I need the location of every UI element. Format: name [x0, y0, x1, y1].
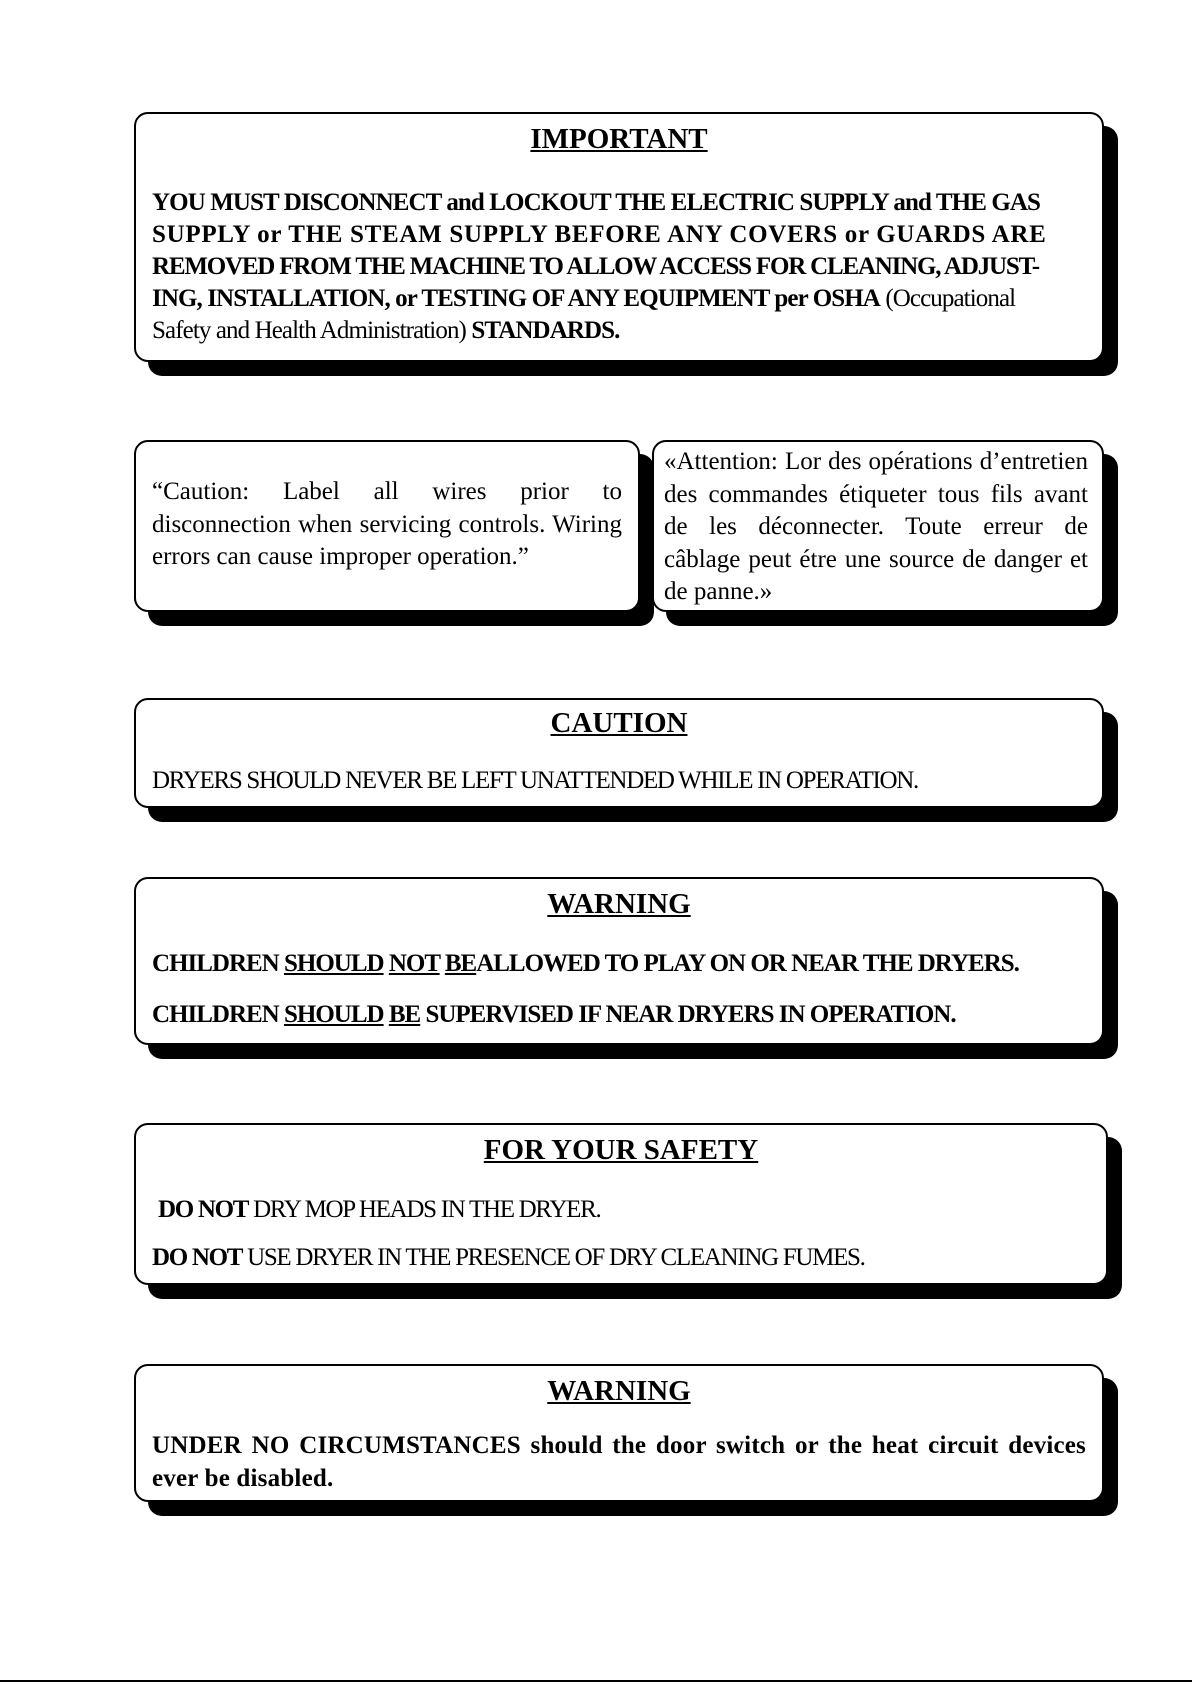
safety-line-2	[152, 1243, 1090, 1273]
caution-title: CAUTION	[550, 707, 688, 739]
should-emphasis-2: SHOULD	[284, 1001, 384, 1028]
caution-english-box	[134, 440, 640, 612]
safety-title: FOR YOUR SAFETY	[483, 1134, 759, 1166]
warning-door-title: WARNING	[547, 1375, 691, 1407]
important-line-4	[152, 284, 1086, 314]
warning-children-line-1	[152, 949, 1086, 979]
warning-children-line-1-rest: ALLOWED TO PLAY ON OR NEAR THE DRYERS.	[476, 950, 1019, 977]
for-your-safety-box	[134, 1123, 1108, 1285]
warning-children-line-2	[152, 1000, 1086, 1030]
important-line-5-normal: Safety and Health Administration)	[152, 317, 472, 344]
children-label-1: CHILDREN	[152, 950, 284, 977]
warning-children-box	[134, 877, 1104, 1045]
important-notice-box	[134, 112, 1104, 362]
do-not-label-2: DO NOT	[152, 1244, 243, 1271]
page-bottom-rule	[0, 1680, 1192, 1682]
warning-children-line-2-rest: SUPERVISED IF NEAR DRYERS IN OPERATION.	[420, 1001, 956, 1028]
warning-door-rest: should the door switch or the heat circuit devices ever be disabled.	[152, 1432, 1086, 1492]
safety-line-1	[158, 1195, 1090, 1225]
be-emphasis-2: BE	[388, 1001, 421, 1028]
important-line-4-bold: ING, INSTALLATION, or TESTING OF ANY EQUIPMENT per OSHA	[152, 285, 880, 312]
children-label-2: CHILDREN	[152, 1001, 284, 1028]
important-line-3: REMOVED FROM THE MACHINE TO ALLOW ACCESS FOR CLEANING, ADJUST-	[152, 253, 1039, 280]
important-line-1: YOU MUST DISCONNECT and LOCKOUT THE ELECTRIC SUPPLY and THE GAS	[152, 189, 1041, 216]
safety-line-1-rest: DRY MOP HEADS IN THE DRYER.	[248, 1196, 601, 1223]
caution-english-text: “Caution: Label all wires prior to disconnection when servicing controls. Wiring errors can cause improper operation.”	[152, 478, 622, 570]
caution-box	[134, 698, 1104, 808]
do-not-label-1: DO NOT	[158, 1196, 249, 1223]
be-emphasis-1: BE	[444, 950, 477, 977]
warning-door-text	[152, 1430, 1086, 1495]
important-line-5	[152, 316, 1086, 346]
warning-children-title: WARNING	[547, 888, 691, 920]
caution-text: DRYERS SHOULD NEVER BE LEFT UNATTENDED WHILE IN OPERATION.	[152, 767, 919, 794]
important-line-4-normal: (Occupational	[879, 285, 1016, 312]
important-title: IMPORTANT	[530, 123, 708, 155]
not-emphasis: NOT	[388, 950, 440, 977]
should-emphasis-1: SHOULD	[284, 950, 384, 977]
under-no-circumstances: UNDER NO CIRCUMSTANCES	[152, 1432, 521, 1459]
important-line-2: SUPPLY or THE STEAM SUPPLY BEFORE ANY COVERS or GUARDS ARE	[152, 221, 1047, 248]
caution-french-box	[652, 440, 1104, 612]
warning-door-box	[134, 1364, 1104, 1502]
safety-line-2-rest: USE DRYER IN THE PRESENCE OF DRY CLEANING FUMES.	[242, 1244, 865, 1271]
caution-french-text: «Attention: Lor des opérations d’entretien des commandes étiqueter tous fils avant de les déconnecter. Toute erreur de câblage peut étre une source de danger et de panne.»	[664, 448, 1088, 605]
important-line-5-bold: STANDARDS.	[471, 317, 620, 344]
